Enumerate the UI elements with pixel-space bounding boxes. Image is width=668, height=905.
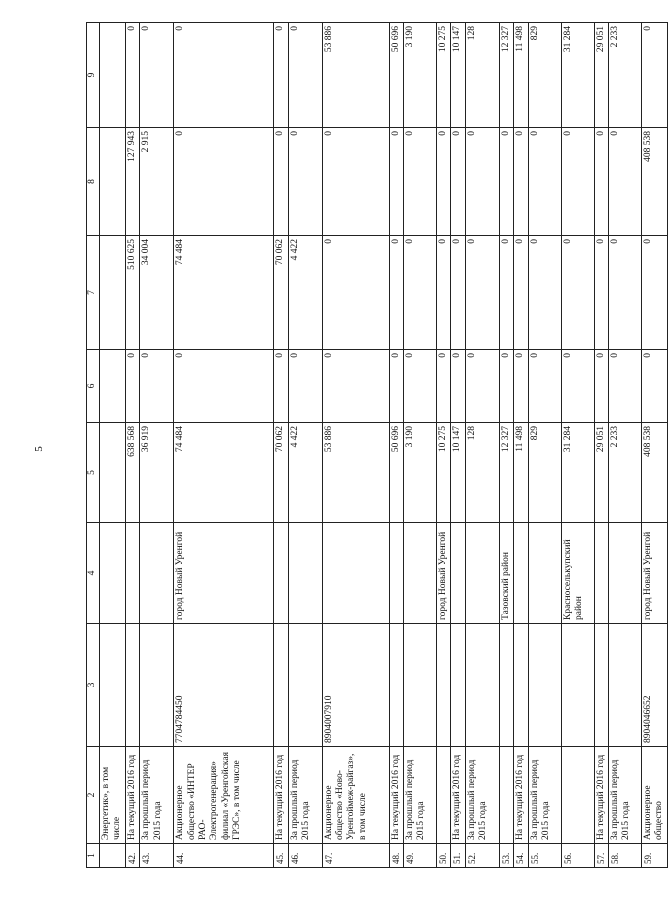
table-cell: 0 [436,236,450,350]
table-cell: 638 568 [125,423,139,523]
table-cell: 53 886 [322,423,389,523]
table-cell: 74 484 [174,423,274,523]
table-cell: 0 [561,236,594,350]
table-cell: За прошлый период 2015 года [608,747,641,844]
table-cell: 0 [389,236,403,350]
table-cell: 10 275 [436,23,450,128]
table-body [87,23,668,868]
table-cell [561,747,594,844]
table-cell: 10 275 [436,423,450,523]
column-header: 3 [87,624,100,747]
table-row [561,23,594,868]
table-cell: 70 062 [274,236,288,350]
table-cell: 0 [528,128,561,236]
table-cell: 0 [389,128,403,236]
table-row [274,23,288,868]
table-cell: 0 [322,236,389,350]
table-cell: 53. [499,844,513,868]
table-cell: 127 943 [125,128,139,236]
table-cell: 0 [403,236,436,350]
table-cell: 0 [499,128,513,236]
table-cell: 0 [274,350,288,423]
column-header: 5 [87,423,100,523]
table-cell: 0 [528,350,561,423]
table-cell [561,624,594,747]
table-cell [100,350,126,423]
table-cell [100,523,126,624]
table-row [514,23,528,868]
table-cell: 128 [465,23,499,128]
table-cell: На текущий 2016 год [594,747,608,844]
table-cell: За прошлый период 2015 года [403,747,436,844]
table-cell: 50 696 [389,423,403,523]
table-cell: За прошлый период 2015 года [528,747,561,844]
table-cell [389,624,403,747]
table-cell [528,523,561,624]
table-cell: 10 147 [451,23,465,128]
table-cell: 8904046652 [641,624,667,747]
table-cell: 4 422 [288,236,322,350]
table-cell: 0 [274,128,288,236]
table-cell: 0 [436,128,450,236]
table-cell: 45. [274,844,288,868]
table-row [594,23,608,868]
table-row [389,23,403,868]
table-cell: 0 [499,236,513,350]
table-cell: 0 [403,128,436,236]
table-cell [288,523,322,624]
table-cell: 12 327 [499,23,513,128]
table-cell: Энергетик», в том числе [100,747,126,844]
table-cell: За прошлый период 2015 года [140,747,174,844]
table-cell: 34 004 [140,236,174,350]
table-cell [125,624,139,747]
table-cell: 3 190 [403,23,436,128]
table-cell: За прошлый период 2015 года [465,747,499,844]
table-cell [100,128,126,236]
table-cell: 0 [514,128,528,236]
column-header: 2 [87,747,100,844]
table-cell: 829 [528,23,561,128]
table-cell: Акционерное общество «Ново-Уренгоймеж-райгаз», в том числе [322,747,389,844]
table-cell: 4 422 [288,423,322,523]
table-cell: Красноселькупский район [561,523,594,624]
table-cell [288,624,322,747]
table-cell: 0 [451,350,465,423]
table-cell: 51. [451,844,465,868]
table-cell: 49. [403,844,436,868]
table-cell: 2 233 [608,23,641,128]
column-header: 7 [87,236,100,350]
table-cell: 0 [608,350,641,423]
header-row [87,23,100,868]
table-cell: Акционерное общество [641,747,667,844]
table-cell: 50 696 [389,23,403,128]
table-cell: 0 [641,350,667,423]
table-cell: 47. [322,844,389,868]
table-cell: 0 [641,236,667,350]
table-row [499,23,513,868]
table-cell: 0 [140,23,174,128]
table-cell: 0 [514,236,528,350]
table-row [174,23,274,868]
table-cell: 3 190 [403,423,436,523]
table-row [608,23,641,868]
table-cell: 31 284 [561,23,594,128]
table-row [641,23,667,868]
table-row [140,23,174,868]
table-row [528,23,561,868]
table-cell: 29 051 [594,23,608,128]
page-number: 5 [32,446,45,452]
table-cell: 0 [465,128,499,236]
table-cell: 55. [528,844,561,868]
table-cell [436,747,450,844]
table-cell: 8904007910 [322,624,389,747]
table-row [288,23,322,868]
table-cell: 0 [125,350,139,423]
table-cell [140,624,174,747]
table-row [125,23,139,868]
column-header: 1 [87,844,100,868]
table-cell: 408 538 [641,128,667,236]
table-cell: 829 [528,423,561,523]
column-header: 8 [87,128,100,236]
table-cell: 53 886 [322,23,389,128]
table-cell: Акционерное общество «ИНТЕР РАО-Электрогенерация» филиал «Уренгойская ГРЭС», в том числе [174,747,274,844]
table-cell: 31 284 [561,423,594,523]
table-cell: Тазовский район [499,523,513,624]
table-cell [499,624,513,747]
table-cell: 0 [288,350,322,423]
table-cell: 0 [288,128,322,236]
table-row [465,23,499,868]
table-cell [608,523,641,624]
table-cell: 0 [403,350,436,423]
table-cell: 11 498 [514,23,528,128]
table-cell: На текущий 2016 год [389,747,403,844]
table-cell [594,624,608,747]
table-cell: 0 [174,128,274,236]
table-cell [608,624,641,747]
table-row [403,23,436,868]
table-cell [100,236,126,350]
table-cell: 0 [436,350,450,423]
table-cell [100,844,126,868]
table-cell: 0 [465,350,499,423]
column-header: 6 [87,350,100,423]
table-cell: город Новый Уренгой [436,523,450,624]
table-cell [140,523,174,624]
table-cell: 43. [140,844,174,868]
column-header: 4 [87,523,100,624]
table-cell: 0 [608,128,641,236]
table-cell: 0 [641,23,667,128]
table-cell: город Новый Уренгой [174,523,274,624]
table-cell: 0 [608,236,641,350]
table-cell: На текущий 2016 год [451,747,465,844]
table-cell: 56. [561,844,594,868]
table-cell [465,624,499,747]
table-cell: 70 062 [274,423,288,523]
table-cell: 50. [436,844,450,868]
table-cell [100,624,126,747]
table-cell [465,523,499,624]
table-cell: На текущий 2016 год [514,747,528,844]
table-cell [100,23,126,128]
column-header: 9 [87,23,100,128]
table-cell: За прошлый период 2015 года [288,747,322,844]
table-cell: 42. [125,844,139,868]
table-cell: 128 [465,423,499,523]
table-cell: 0 [561,128,594,236]
table-cell [528,624,561,747]
table-cell: 44. [174,844,274,868]
table-cell: 0 [274,23,288,128]
rotated-table-wrapper [86,23,665,868]
table-cell: 57. [594,844,608,868]
table-cell [514,624,528,747]
table-cell [514,523,528,624]
table-cell [594,523,608,624]
table-cell [389,523,403,624]
table-row [322,23,389,868]
table-cell: На текущий 2016 год [274,747,288,844]
table-cell [436,624,450,747]
table-cell [499,747,513,844]
table-cell: 2 915 [140,128,174,236]
table-cell [451,523,465,624]
table-cell: На текущий 2016 год [125,747,139,844]
table-cell [125,523,139,624]
table-cell: 52. [465,844,499,868]
table-cell: 29 051 [594,423,608,523]
table-cell: 0 [594,350,608,423]
table-cell: 0 [528,236,561,350]
table-cell: 0 [174,23,274,128]
table-cell: 0 [288,23,322,128]
table-cell: 10 147 [451,423,465,523]
table-cell: 0 [125,23,139,128]
table-cell: город Новый Уренгой [641,523,667,624]
table-cell: 36 919 [140,423,174,523]
table-cell [322,523,389,624]
table-cell [274,523,288,624]
table-cell [274,624,288,747]
table-cell: 58. [608,844,641,868]
table-cell: 0 [594,236,608,350]
table-cell: 48. [389,844,403,868]
table-cell: 59. [641,844,667,868]
table-cell: 12 327 [499,423,513,523]
table-cell: 0 [451,236,465,350]
table-cell: 408 538 [641,423,667,523]
table-cell: 0 [451,128,465,236]
table-cell: 7704784450 [174,624,274,747]
table-row [451,23,465,868]
table-cell [100,423,126,523]
table-cell: 11 498 [514,423,528,523]
table-row [100,23,126,868]
table-cell: 2 233 [608,423,641,523]
table-cell: 74 484 [174,236,274,350]
table-cell [403,624,436,747]
data-table [86,22,668,868]
table-cell: 510 625 [125,236,139,350]
table-cell: 54. [514,844,528,868]
table-cell [403,523,436,624]
table-cell: 0 [389,350,403,423]
table-cell: 0 [140,350,174,423]
table-cell: 0 [594,128,608,236]
table-cell: 0 [499,350,513,423]
table-cell: 0 [514,350,528,423]
table-cell [451,624,465,747]
table-cell: 0 [465,236,499,350]
table-cell: 0 [561,350,594,423]
table-cell: 0 [174,350,274,423]
table-cell: 0 [322,350,389,423]
table-cell: 46. [288,844,322,868]
table-row [436,23,450,868]
table-cell: 0 [322,128,389,236]
